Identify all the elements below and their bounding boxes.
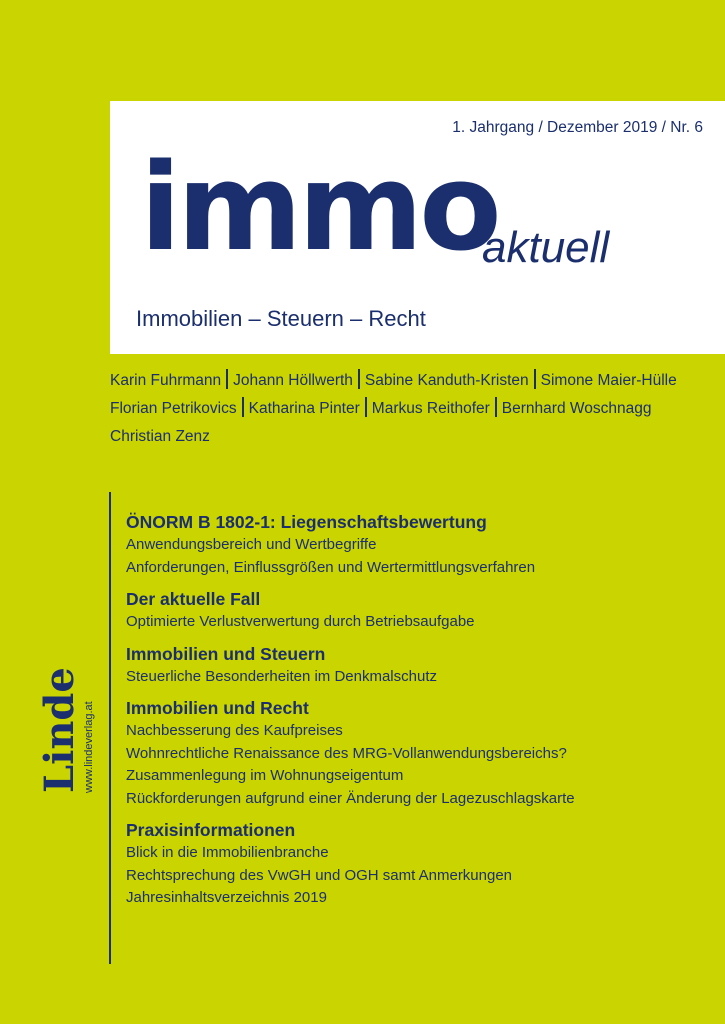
author-separator [226,369,228,389]
publisher-logo: Linde [36,667,83,793]
publisher-url: www.lindeverlag.at [83,701,95,793]
issue-info: 1. Jahrgang / Dezember 2019 / Nr. 6 [452,119,703,136]
author-line-1 [110,367,720,395]
author-separator [495,397,497,417]
toc-section-praxisinformationen [126,818,716,910]
author-name: Markus Reithofer [371,400,490,417]
toc-section-steuern [126,642,716,689]
toc-item: Rückforderungen aufgrund einer Änderung der Lagezuschlagskarte [126,789,575,807]
toc-item: Rechtsprechung des VwGH und OGH samt Anmerkungen [126,866,513,884]
author-name: Sabine Kanduth-Kristen [364,372,529,389]
masthead [110,101,725,354]
toc-item: Wohnrechtliche Renaissance des MRG-Vollanwendungsbereichs? [126,744,567,762]
toc-item: Jahresinhaltsverzeichnis 2019 [126,889,327,906]
author-list [110,367,720,451]
author-line-2 [110,395,720,423]
toc-item: Blick in die Immobilienbranche [126,844,329,861]
author-name: Karin Fuhrmann [110,372,222,389]
toc-item: Zusammenlegung im Wohnungseigentum [126,767,404,784]
toc-section-recht [126,696,716,810]
toc-heading: Der aktuelle Fall [126,589,261,609]
toc-item: Optimierte Verlustverwertung durch Betriebsaufgabe [126,613,475,630]
toc-section-liegenschaftsbewertung [126,510,716,579]
toc-section-aktuelle-fall [126,587,716,634]
toc-item: Nachbesserung des Kaufpreises [126,722,343,739]
magazine-logo: immo [140,139,498,278]
author-separator [242,397,244,417]
author-name: Johann Höllwerth [233,372,353,389]
author-line-3 [110,423,720,451]
tagline: Immobilien – Steuern – Recht [136,306,426,331]
author-name: Katharina Pinter [248,400,360,417]
author-separator [358,369,360,389]
author-name: Simone Maier-Hülle [540,372,677,389]
toc-item: Steuerliche Besonderheiten im Denkmalschutz [126,667,437,685]
toc-heading: Immobilien und Steuern [126,643,326,664]
author-separator [365,397,367,417]
toc-item: Anforderungen, Einflussgrößen und Wertermittlungsverfahren [126,558,536,576]
publisher-block [37,668,97,793]
author-name: Bernhard Woschnagg [501,400,652,417]
toc-heading: Immobilien und Recht [126,698,309,718]
table-of-contents [126,510,716,918]
toc-heading: Praxisinformationen [126,820,296,840]
magazine-logo-subtitle: aktuell [482,223,610,272]
author-name: Christian Zenz [110,428,210,445]
toc-heading: ÖNORM B 1802-1: Liegenschaftsbewertung [126,512,487,532]
author-separator [534,369,536,389]
toc-divider [109,492,111,964]
author-name: Florian Petrikovics [110,400,237,417]
toc-item: Anwendungsbereich und Wertbegriffe [126,536,377,553]
